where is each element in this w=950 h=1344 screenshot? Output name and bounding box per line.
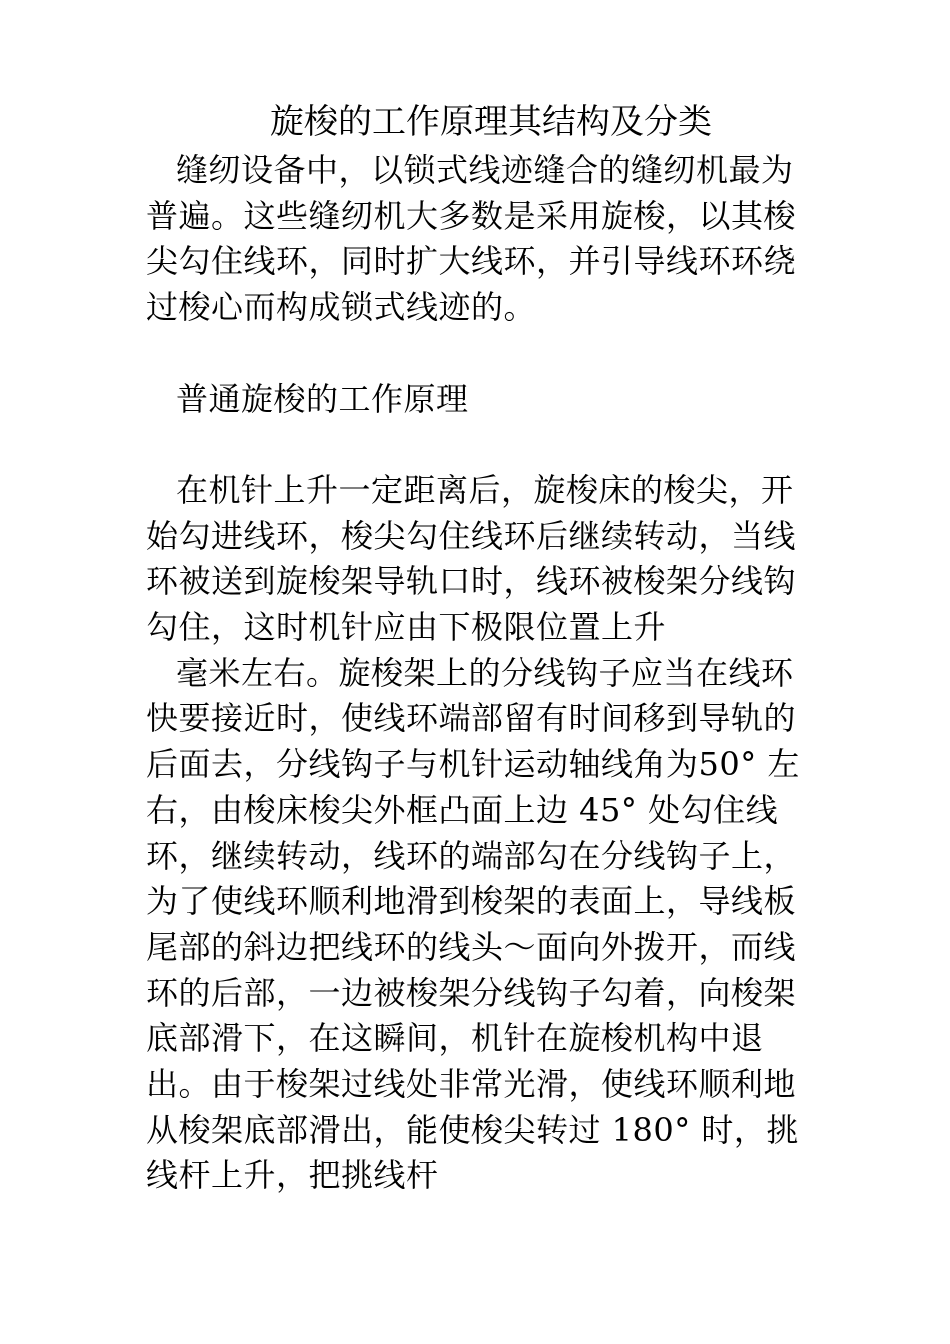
section-heading: 普通旋梭的工作原理 [176,379,469,418]
document-page [146,96,806,1199]
paragraph-gap [146,422,806,468]
document-title: 旋梭的工作原理其结构及分类 [270,102,712,142]
paragraph-intro: 缝纫设备中，以锁式线迹缝合的缝纫机最为普遍。这些缝纫机大多数是采用旋梭，以其梭尖勾住线环，同时扩大线环，并引导线环环绕过梭心而构成锁式线迹的。 [146,151,797,327]
paragraph-principle-2: 毫米左右。旋梭架上的分线钩子应当在线环快要接近时，使线环端部留有时间移到导轨的后面去，分线钩子与机针运动轴线角为50° 左右，由梭床梭尖外框凸面上边 45° 处勾住线环，继续转动，线环的端部勾在分线钩子上，为了使线环顺利地滑到梭架的表面上，导线板尾部的斜边把线环的线头～面向外拨开，而线环的后部，一边被梭架分线钩子勾着，向梭架底部滑下，在这瞬间，机针在旋梭机构中退出。由于梭架过线处非常光滑，使线环顺利地从梭架底部滑出，能使梭尖转过 180° 时，挑线杆上升，把挑线杆 [146,653,800,1195]
paragraph-gap [146,331,806,377]
paragraph-principle-1: 在机针上升一定距离后，旋梭床的梭尖，开始勾进线环，梭尖勾住线环后继续转动，当线环被送到旋梭架导轨口时，线环被梭架分线钩勾住，这时机针应由下极限位置上升 [146,470,797,646]
